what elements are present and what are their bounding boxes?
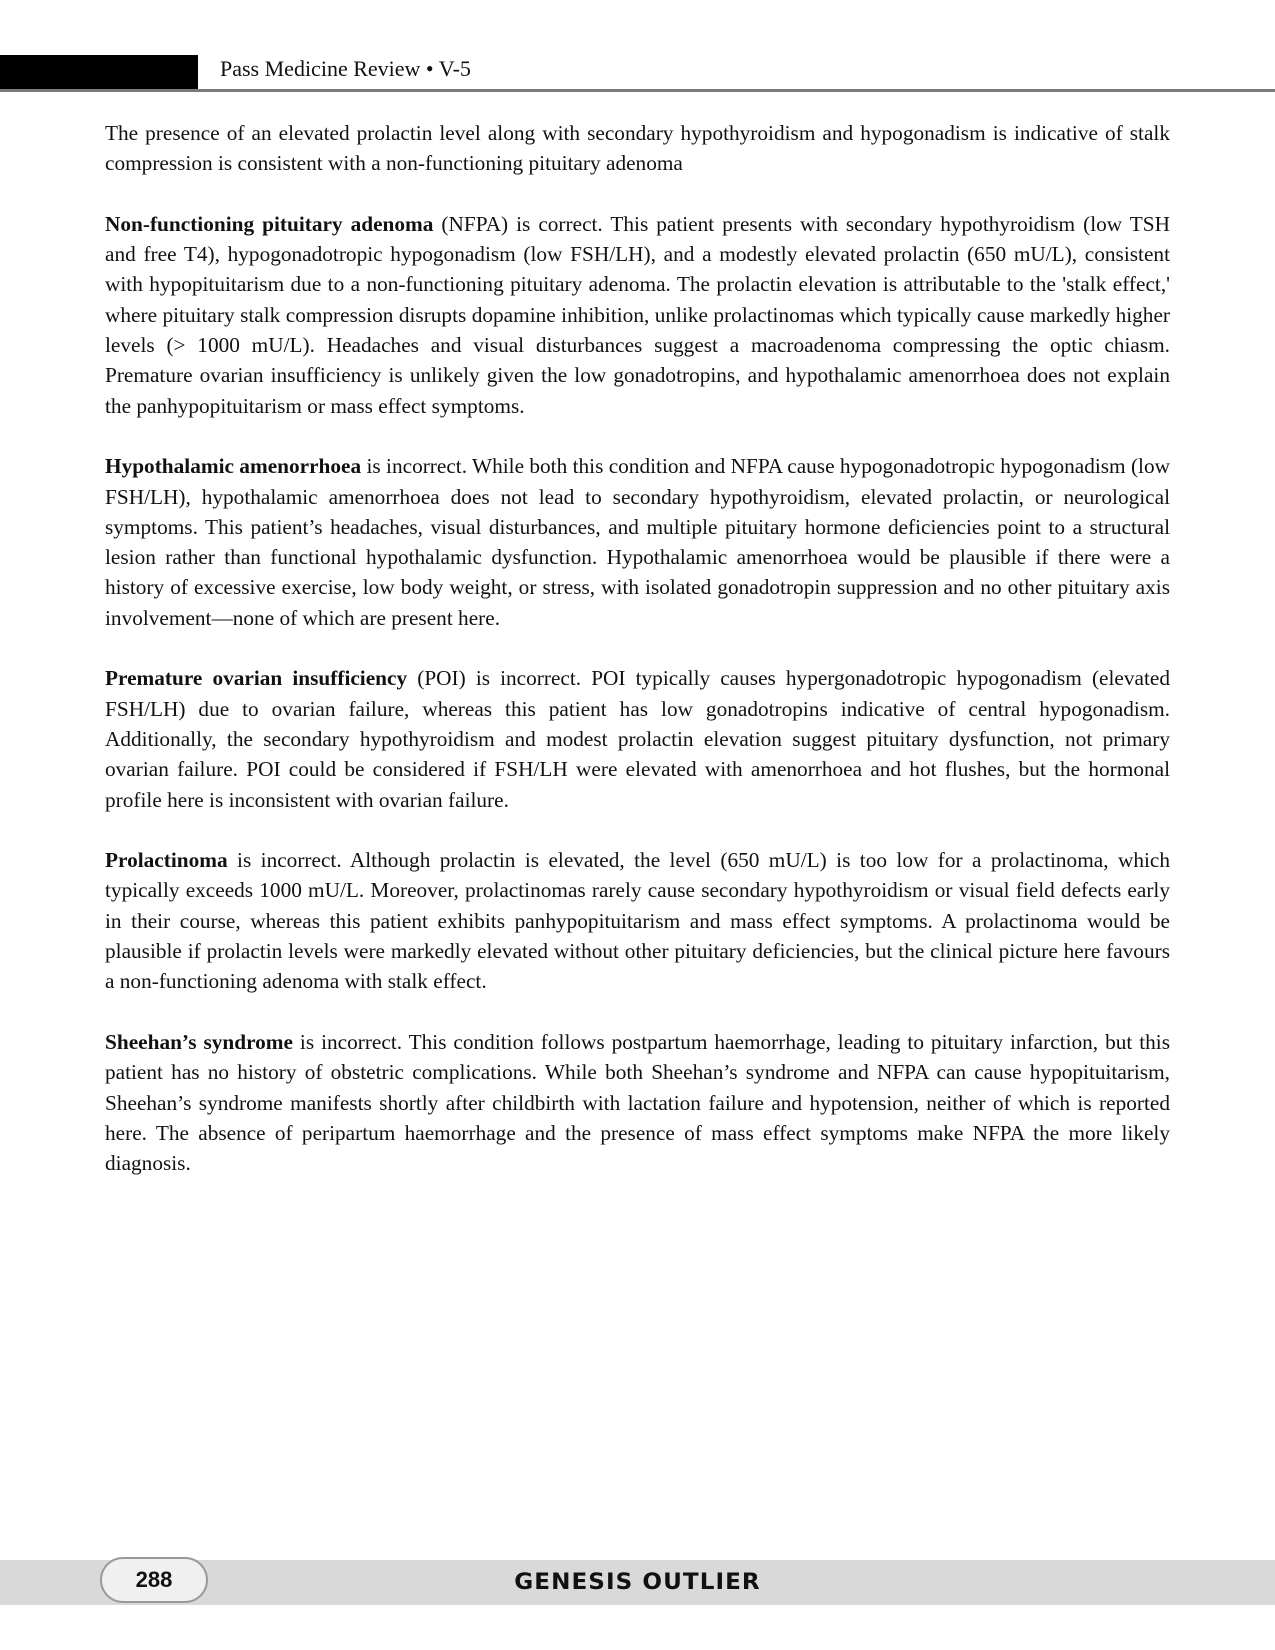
section-text: (NFPA) is correct. This patient presents with secondary hypothyroidism (low TSH and free T4), hypogonadotropic hypogonadism (low FSH/LH), and a modestly elevated prolactin (650 mU/L), consistent with hypopituitarism due to a non-functioning pituitary adenoma. The prolactin elevation is attributable to the 'stalk effect,' where pituitary stalk compression disrupts dopamine inhibition, unlike prolactinomas which typically cause markedly higher levels (> 1000 mU/L). Headaches and visual disturbances suggest a macroadenoma compressing the optic chiasm. Premature ovarian insufficiency is unlikely given the low gonadotropins, and hypothalamic amenorrhoea does not explain the panhypopituitarism or mass effect symptoms. bbox=[105, 211, 1171, 418]
section-term: Sheehan’s syndrome bbox=[105, 1029, 293, 1054]
section-prolactinoma bbox=[105, 845, 1170, 996]
section-text: (POI) is incorrect. POI typically causes hypergonadotropic hypogonadism (elevated FSH/LH) due to ovarian failure, whereas this patient has low gonadotropins indicative of central hypogonadism. Additionally, the secondary hypothyroidism and modest prolactin elevation suggest pituitary dysfunction, not primary ovarian failure. POI could be considered if FSH/LH were elevated with amenorrhoea and hot flushes, but the hormonal profile here is inconsistent with ovarian failure. bbox=[105, 666, 1170, 812]
section-term: Premature ovarian insufficiency bbox=[105, 666, 408, 691]
running-header-title: Pass Medicine Review • V-5 bbox=[220, 56, 471, 81]
section-term: Hypothalamic amenorrhoea bbox=[105, 454, 362, 479]
footer-brand: GENESIS OUTLIER bbox=[514, 1570, 761, 1595]
section-term: Non-functioning pituitary adenoma bbox=[105, 211, 434, 236]
page-number: 288 bbox=[100, 1557, 208, 1603]
section-text: is incorrect. This condition follows postpartum haemorrhage, leading to pituitary infarction, but this patient has no history of obstetric complications. While both Sheehan’s syndrome and NFPA can cause hypopituitarism, Sheehan’s syndrome manifests shortly after childbirth with lactation failure and hypotension, neither of which is reported here. The absence of peripartum haemorrhage and the presence of mass effect symptoms make NFPA the more likely diagnosis. bbox=[105, 1029, 1170, 1176]
header-black-block bbox=[0, 55, 198, 91]
intro-paragraph: The presence of an elevated prolactin level along with secondary hypothyroidism and hypogonadism is indicative of stalk compression is consistent with a non-functioning pituitary adenoma bbox=[105, 121, 1170, 176]
section-text: is incorrect. While both this condition and NFPA cause hypogonadotropic hypogonadism (low FSH/LH), hypothalamic amenorrhoea does not lead to secondary hypothyroidism, elevated prolactin, or neurological symptoms. This patient’s headaches, visual disturbances, and multiple pituitary hormone deficiencies point to a structural lesion rather than functional hypothalamic dysfunction. Hypothalamic amenorrhoea would be plausible if there were a history of excessive exercise, low body weight, or stress, with isolated gonadotropin suppression and no other pituitary axis involvement—none of which are present here. bbox=[105, 454, 1170, 630]
section-text: is incorrect. Although prolactin is elevated, the level (650 mU/L) is too low for a prolactinoma, which typically exceeds 1000 mU/L. Moreover, prolactinomas rarely cause secondary hypothyroidism or visual field defects early in their course, whereas this patient exhibits panhypopituitarism and mass effect symptoms. A prolactinoma would be plausible if prolactin levels were markedly elevated without other pituitary deficiencies, but the clinical picture here favours a non-functioning adenoma with stalk effect. bbox=[105, 848, 1170, 994]
section-nfpa bbox=[105, 209, 1170, 421]
page-body bbox=[105, 118, 1170, 1209]
section-hypothalamic-amenorrhoea bbox=[105, 451, 1170, 633]
section-sheehans bbox=[105, 1027, 1170, 1178]
section-term: Prolactinoma bbox=[105, 848, 228, 873]
header-rule bbox=[0, 89, 1275, 92]
section-poi bbox=[105, 663, 1170, 814]
